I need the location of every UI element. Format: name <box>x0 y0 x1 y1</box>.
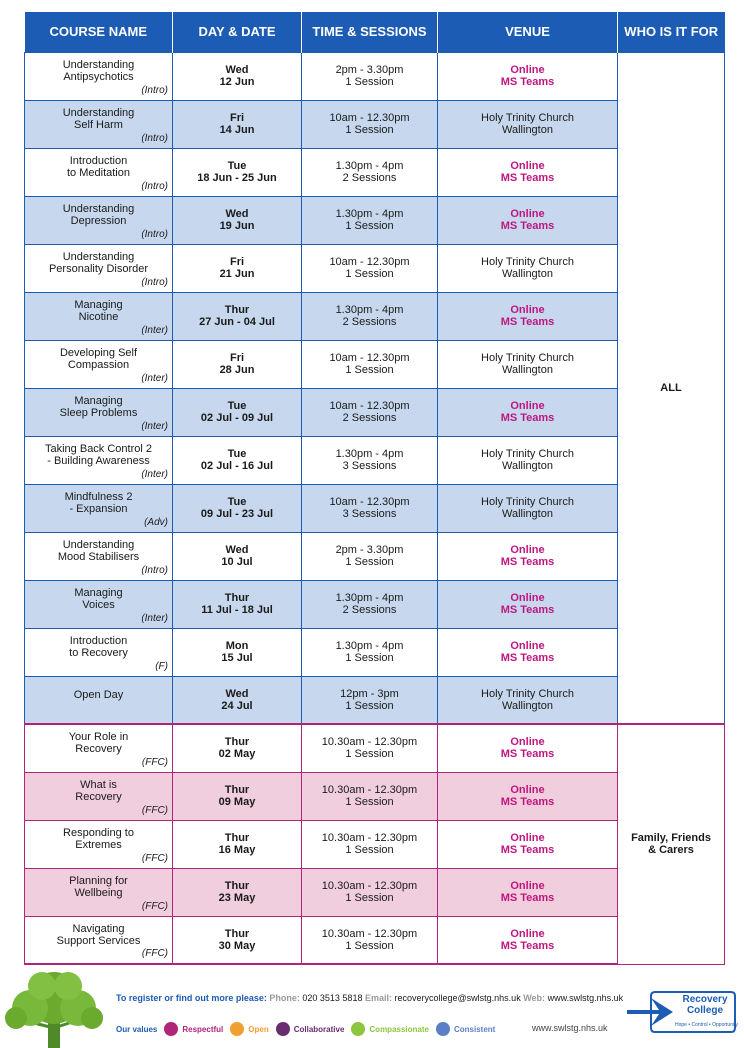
value-label: Compassionate <box>369 1024 429 1034</box>
course-title: Open Day <box>73 688 124 701</box>
course-title: Responding to Extremes <box>63 827 134 851</box>
course-title: Introduction to Recovery <box>69 635 128 659</box>
website-link[interactable]: www.swlstg.nhs.uk <box>532 1023 608 1033</box>
course-time-sessions: 10am - 12.30pm 3 Sessions <box>302 484 438 532</box>
course-title: Managing Nicotine <box>74 299 123 323</box>
course-name-cell <box>25 436 173 484</box>
who-is-it-for-cell: ALL <box>618 52 725 724</box>
course-title: Understanding Mood Stabilisers <box>57 539 140 563</box>
values-row <box>116 1022 495 1036</box>
course-name-cell <box>25 292 173 340</box>
course-time-sessions: 1.30pm - 4pm 3 Sessions <box>302 436 438 484</box>
course-timetable <box>24 12 725 965</box>
course-name-cell <box>25 388 173 436</box>
open-icon <box>230 1022 244 1036</box>
value-consistent <box>436 1022 495 1036</box>
course-date: Tue 02 Jul - 09 Jul <box>173 388 302 436</box>
course-time-sessions: 1.30pm - 4pm 2 Sessions <box>302 292 438 340</box>
course-venue: Holy Trinity Church Wallington <box>438 100 618 148</box>
course-venue: Online MS Teams <box>438 532 618 580</box>
email-link[interactable]: recoverycollege@swlstg.nhs.uk <box>394 993 521 1003</box>
course-level: (FFC) <box>141 900 168 912</box>
values-label: Our values <box>116 1024 158 1034</box>
course-date: Fri 14 Jun <box>173 100 302 148</box>
course-venue: Holy Trinity Church Wallington <box>438 340 618 388</box>
course-time-sessions: 10am - 12.30pm 1 Session <box>302 340 438 388</box>
value-respectful <box>164 1022 223 1036</box>
course-level: (FFC) <box>141 852 168 864</box>
section-all <box>25 52 725 724</box>
course-date: Thur 02 May <box>173 724 302 772</box>
phone-label: Phone: <box>269 993 300 1003</box>
course-name-cell <box>25 580 173 628</box>
course-name-cell <box>25 532 173 580</box>
course-name-cell <box>25 148 173 196</box>
course-level: (Intro) <box>141 132 168 144</box>
course-venue: Holy Trinity Church Wallington <box>438 676 618 724</box>
header-day-date: DAY & DATE <box>173 12 302 52</box>
course-venue: Online MS Teams <box>438 868 618 916</box>
course-title: Developing Self Compassion <box>59 347 138 371</box>
course-title: Understanding Self Harm <box>62 107 135 131</box>
course-level: (FFC) <box>141 804 168 816</box>
course-venue: Online MS Teams <box>438 148 618 196</box>
course-title: Taking Back Control 2 - Building Awareness <box>45 443 152 467</box>
course-level: (Intro) <box>141 228 168 240</box>
course-venue: Online MS Teams <box>438 196 618 244</box>
logo-tagline: Hope • Control • Opportunity <box>675 1022 738 1028</box>
register-text: To register or find out more please: <box>116 993 267 1003</box>
course-time-sessions: 1.30pm - 4pm 2 Sessions <box>302 148 438 196</box>
course-time-sessions: 1.30pm - 4pm 1 Session <box>302 628 438 676</box>
course-level: (Intro) <box>141 180 168 192</box>
course-venue: Online MS Teams <box>438 388 618 436</box>
course-name-cell <box>25 724 173 772</box>
compassionate-icon <box>351 1022 365 1036</box>
course-level: (Inter) <box>141 612 168 624</box>
course-title: Understanding Depression <box>62 203 135 227</box>
section-family-friends-carers <box>25 724 725 964</box>
course-level: (Intro) <box>141 276 168 288</box>
email-label: Email: <box>364 993 392 1003</box>
course-title: Introduction to Meditation <box>67 155 130 179</box>
course-date: Wed 12 Jun <box>173 52 302 100</box>
course-level: (Inter) <box>141 324 168 336</box>
course-venue: Online MS Teams <box>438 52 618 100</box>
value-collaborative <box>276 1022 345 1036</box>
course-title: Planning for Wellbeing <box>69 875 128 899</box>
course-date: Thur 09 May <box>173 772 302 820</box>
course-time-sessions: 10.30am - 12.30pm 1 Session <box>302 916 438 964</box>
course-title: Navigating Support Services <box>56 922 141 947</box>
course-date: Thur 23 May <box>173 868 302 916</box>
course-time-sessions: 10.30am - 12.30pm 1 Session <box>302 868 438 916</box>
course-title: Managing Sleep Problems <box>59 395 138 419</box>
course-date: Tue 02 Jul - 16 Jul <box>173 436 302 484</box>
course-date: Fri 28 Jun <box>173 340 302 388</box>
course-time-sessions: 2pm - 3.30pm 1 Session <box>302 532 438 580</box>
course-venue: Online MS Teams <box>438 916 618 964</box>
course-name-cell <box>25 100 173 148</box>
course-level: (Intro) <box>141 84 168 96</box>
course-date: Thur 30 May <box>173 916 302 964</box>
course-name-cell <box>25 340 173 388</box>
course-title: Mindfulness 2 - Expansion <box>64 491 133 515</box>
course-level: (FFC) <box>141 948 168 959</box>
course-venue: Holy Trinity Church Wallington <box>438 484 618 532</box>
table-header-row <box>25 12 725 52</box>
header-course-name: COURSE NAME <box>25 12 173 52</box>
who-is-it-for-cell: Family, Friends & Carers <box>618 724 725 964</box>
course-title: What is Recovery <box>75 779 122 803</box>
logo-name: Recovery College <box>682 994 728 1016</box>
course-date: Wed 24 Jul <box>173 676 302 724</box>
course-level: (Inter) <box>141 468 168 480</box>
course-venue: Online MS Teams <box>438 724 618 772</box>
course-venue: Holy Trinity Church Wallington <box>438 244 618 292</box>
course-date: Wed 10 Jul <box>173 532 302 580</box>
course-time-sessions: 10.30am - 12.30pm 1 Session <box>302 772 438 820</box>
header-who-is-it-for: WHO IS IT FOR <box>618 12 725 52</box>
course-date: Thur 27 Jun - 04 Jul <box>173 292 302 340</box>
course-level: (Adv) <box>144 516 168 528</box>
header-time-sessions: TIME & SESSIONS <box>302 12 438 52</box>
course-date: Tue 09 Jul - 23 Jul <box>173 484 302 532</box>
course-time-sessions: 2pm - 3.30pm 1 Session <box>302 52 438 100</box>
value-label: Respectful <box>182 1024 224 1034</box>
course-name-cell <box>25 628 173 676</box>
course-level: (Inter) <box>141 420 168 432</box>
course-time-sessions: 1.30pm - 4pm 1 Session <box>302 196 438 244</box>
course-name-cell <box>25 484 173 532</box>
course-level: (Intro) <box>141 564 168 576</box>
course-title: Understanding Antipsychotics <box>62 59 135 83</box>
course-name-cell <box>25 916 173 964</box>
course-venue: Online MS Teams <box>438 292 618 340</box>
course-name-cell <box>25 196 173 244</box>
course-time-sessions: 10am - 12.30pm 1 Session <box>302 100 438 148</box>
value-open <box>230 1022 268 1036</box>
course-venue: Online MS Teams <box>438 772 618 820</box>
course-date: Mon 15 Jul <box>173 628 302 676</box>
tree-icon <box>2 968 106 1048</box>
course-date: Thur 11 Jul - 18 Jul <box>173 580 302 628</box>
course-name-cell <box>25 868 173 916</box>
course-time-sessions: 10.30am - 12.30pm 1 Session <box>302 724 438 772</box>
course-time-sessions: 1.30pm - 4pm 2 Sessions <box>302 580 438 628</box>
course-level: (F) <box>155 660 168 672</box>
value-label: Collaborative <box>293 1024 345 1034</box>
course-title: Managing Voices <box>74 587 123 611</box>
course-venue: Online MS Teams <box>438 820 618 868</box>
course-level: (Inter) <box>141 372 168 384</box>
course-date: Fri 21 Jun <box>173 244 302 292</box>
recovery-college-logo <box>625 988 737 1036</box>
course-venue: Holy Trinity Church Wallington <box>438 436 618 484</box>
course-date: Wed 19 Jun <box>173 196 302 244</box>
footer <box>0 968 744 1048</box>
course-name-cell <box>25 52 173 100</box>
value-compassionate <box>351 1022 429 1036</box>
table-row <box>25 724 725 772</box>
course-time-sessions: 12pm - 3pm 1 Session <box>302 676 438 724</box>
table-row <box>25 52 725 100</box>
course-title: Your Role in Recovery <box>68 731 129 756</box>
course-date: Tue 18 Jun - 25 Jun <box>173 148 302 196</box>
web-link[interactable]: www.swlstg.nhs.uk <box>547 993 624 1003</box>
value-label: Open <box>248 1024 269 1034</box>
collaborative-icon <box>276 1022 290 1036</box>
course-time-sessions: 10.30am - 12.30pm 1 Session <box>302 820 438 868</box>
course-name-cell <box>25 244 173 292</box>
respectful-icon <box>164 1022 178 1036</box>
course-date: Thur 16 May <box>173 820 302 868</box>
course-name-cell <box>25 772 173 820</box>
phone-number[interactable]: 020 3513 5818 <box>302 993 363 1003</box>
course-name-cell <box>25 676 173 724</box>
course-time-sessions: 10am - 12.30pm 1 Session <box>302 244 438 292</box>
contact-line <box>116 993 623 1003</box>
course-title: Understanding Personality Disorder <box>48 251 149 275</box>
value-label: Consistent <box>453 1024 496 1034</box>
header-venue: VENUE <box>438 12 618 52</box>
course-venue: Online MS Teams <box>438 628 618 676</box>
course-time-sessions: 10am - 12.30pm 2 Sessions <box>302 388 438 436</box>
consistent-icon <box>436 1022 450 1036</box>
course-name-cell <box>25 820 173 868</box>
web-label: Web: <box>523 993 546 1003</box>
course-venue: Online MS Teams <box>438 580 618 628</box>
course-level: (FFC) <box>141 756 168 768</box>
